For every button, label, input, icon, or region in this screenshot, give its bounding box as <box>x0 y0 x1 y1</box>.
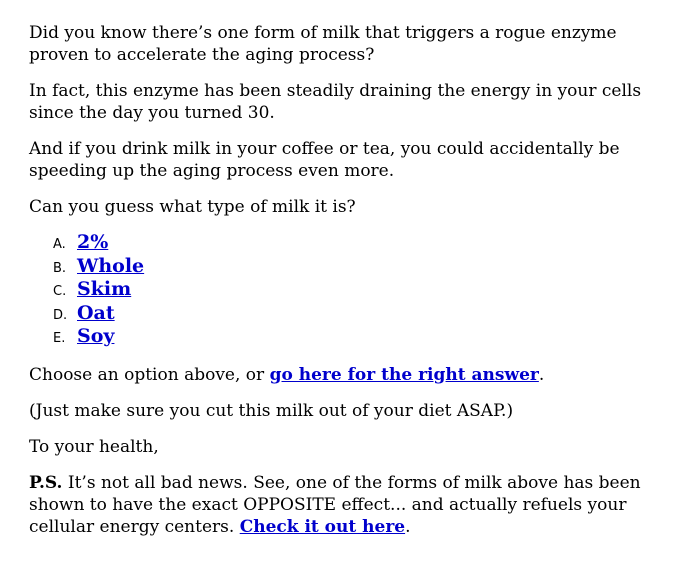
option-letter: B. <box>53 260 67 276</box>
option-link-oat[interactable]: Oat <box>77 301 115 324</box>
option-letter: C. <box>53 284 67 299</box>
email-body <box>29 22 659 552</box>
coffee-paragraph: And if you drink milk in your coffee or tea, you could accidentally be speeding up the aging process even more. <box>29 139 620 181</box>
option-link-whole[interactable]: Whole <box>77 254 145 277</box>
choose-prefix: Choose an option above, or <box>29 364 270 385</box>
option-letter: E. <box>53 331 66 346</box>
option-e <box>53 326 659 350</box>
right-answer-link[interactable]: go here for the right answer <box>269 364 539 385</box>
signoff: To your health, <box>29 436 159 457</box>
check-it-out-link[interactable]: Check it out here <box>239 516 406 537</box>
choose-paragraph <box>29 364 659 386</box>
ps-text: It’s not all bad news. See, one of the forms of milk above has been shown to have the exact OPPOSITE effect... and actually refuels your cellular energy centers. <box>29 472 641 537</box>
intro-paragraph: Did you know there’s one form of milk that triggers a rogue enzyme proven to accelerate the aging process? <box>29 23 617 65</box>
ps-paragraph <box>29 472 659 538</box>
option-d <box>53 303 659 327</box>
choose-suffix: . <box>538 364 545 385</box>
option-letter: A. <box>53 237 66 252</box>
option-link-2-percent[interactable]: 2% <box>77 231 109 253</box>
option-link-skim[interactable]: Skim <box>77 278 132 300</box>
enzyme-paragraph: In fact, this enzyme has been steadily draining the energy in your cells since the day you turned 30. <box>29 81 642 123</box>
option-letter: D. <box>53 307 68 323</box>
question-paragraph: Can you guess what type of milk it is? <box>29 197 356 217</box>
ps-label: P.S. <box>29 472 63 493</box>
milk-options-list <box>29 232 659 350</box>
option-link-soy[interactable]: Soy <box>77 325 115 347</box>
option-a <box>53 232 659 256</box>
option-b <box>53 256 659 280</box>
option-c <box>53 279 659 303</box>
ps-suffix: . <box>405 516 411 537</box>
note-paragraph: (Just make sure you cut this milk out of your diet ASAP.) <box>29 400 514 421</box>
